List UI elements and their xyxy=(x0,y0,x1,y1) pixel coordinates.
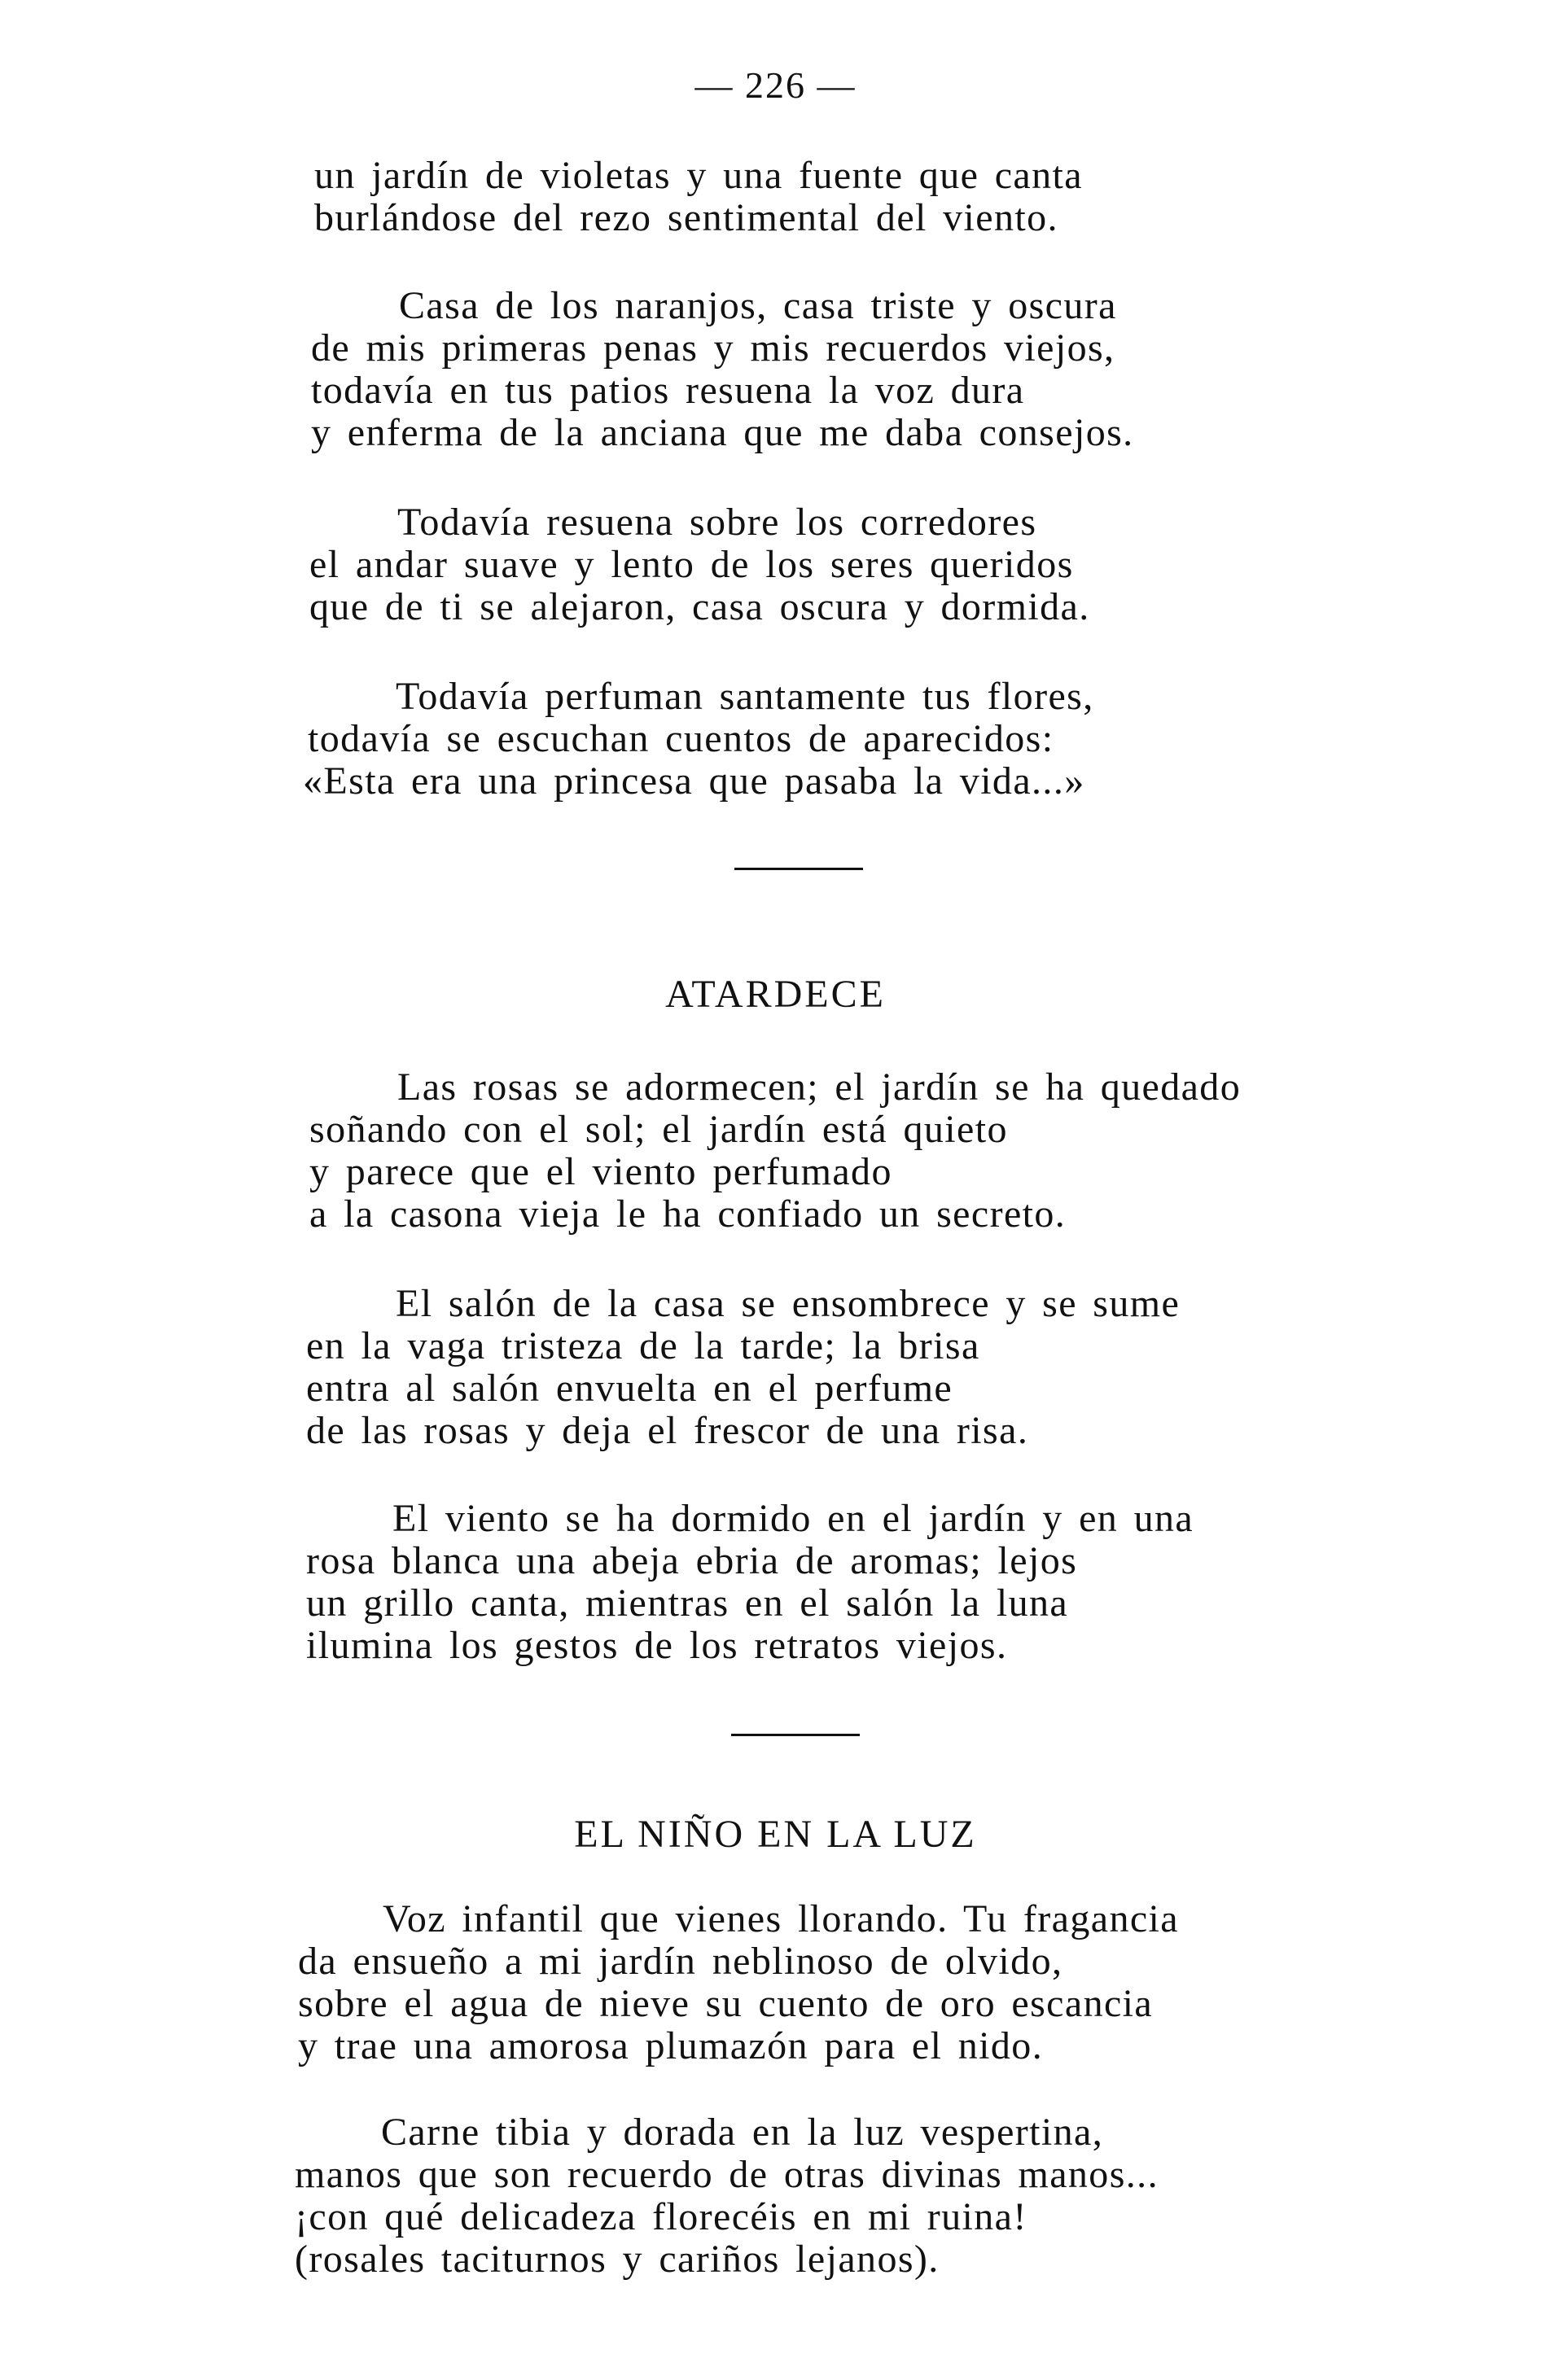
section-divider xyxy=(731,1734,860,1736)
verse-line: de las rosas y deja el frescor de una risa. xyxy=(306,1409,1029,1452)
verse-line: de mis primeras penas y mis recuerdos viejos, xyxy=(311,326,1115,370)
poem-title: ATARDECE xyxy=(665,973,886,1016)
verse-line: un jardín de violetas y una fuente que canta xyxy=(314,154,1083,197)
verse-line: todavía se escuchan cuentos de aparecidos: xyxy=(308,717,1054,760)
verse-line: rosa blanca una abeja ebria de aromas; lejos xyxy=(306,1539,1078,1582)
verse-line: a la casona vieja le ha confiado un secreto. xyxy=(309,1192,1067,1236)
verse-line: burlándose del rezo sentimental del viento. xyxy=(314,196,1058,239)
verse-line: El salón de la casa se ensombrece y se sume xyxy=(396,1282,1181,1325)
verse-line: que de ti se alejaron, casa oscura y dormida. xyxy=(309,585,1090,628)
verse-line: el andar suave y lento de los seres queridos xyxy=(309,543,1074,586)
verse-line: Carne tibia y dorada en la luz vespertina, xyxy=(381,2111,1104,2154)
verse-line: sobre el agua de nieve su cuento de oro escancia xyxy=(298,1982,1154,2025)
verse-line: soñando con el sol; el jardín está quieto xyxy=(309,1108,1008,1151)
verse-line: y enferma de la anciana que me daba consejos. xyxy=(311,411,1134,454)
verse-line: Todavía resuena sobre los corredores xyxy=(397,501,1037,544)
poem-title: EL NIÑO EN LA LUZ xyxy=(574,1813,977,1856)
verse-line: todavía en tus patios resuena la voz dura xyxy=(311,369,1025,412)
verse-line: da ensueño a mi jardín neblinoso de olvido, xyxy=(298,1940,1063,1983)
verse-line: «Esta era una princesa que pasaba la vida...» xyxy=(303,759,1085,803)
verse-line: manos que son recuerdo de otras divinas manos... xyxy=(295,2153,1159,2196)
page-number: — 226 — xyxy=(694,64,857,106)
verse-line: Todavía perfuman santamente tus flores, xyxy=(396,675,1094,718)
verse-line: un grillo canta, mientras en el salón la luna xyxy=(306,1582,1069,1625)
verse-line: y parece que el viento perfumado xyxy=(309,1150,892,1193)
verse-line: Las rosas se adormecen; el jardín se ha quedado xyxy=(397,1065,1242,1109)
verse-line: ¡con qué delicadeza florecéis en mi ruina! xyxy=(295,2195,1027,2238)
verse-line: ilumina los gestos de los retratos viejos. xyxy=(306,1624,1008,1667)
verse-line: (rosales taciturnos y cariños lejanos). xyxy=(295,2238,940,2281)
verse-line: y trae una amorosa plumazón para el nido. xyxy=(298,2024,1044,2067)
verse-line: Voz infantil que vienes llorando. Tu fragancia xyxy=(383,1897,1179,1940)
section-divider xyxy=(734,868,863,870)
verse-line: entra al salón envuelta en el perfume xyxy=(306,1367,953,1410)
verse-line: Casa de los naranjos, casa triste y oscura xyxy=(399,284,1117,327)
verse-line: El viento se ha dormido en el jardín y en una xyxy=(392,1497,1194,1540)
verse-line: en la vaga tristeza de la tarde; la brisa xyxy=(306,1324,980,1367)
